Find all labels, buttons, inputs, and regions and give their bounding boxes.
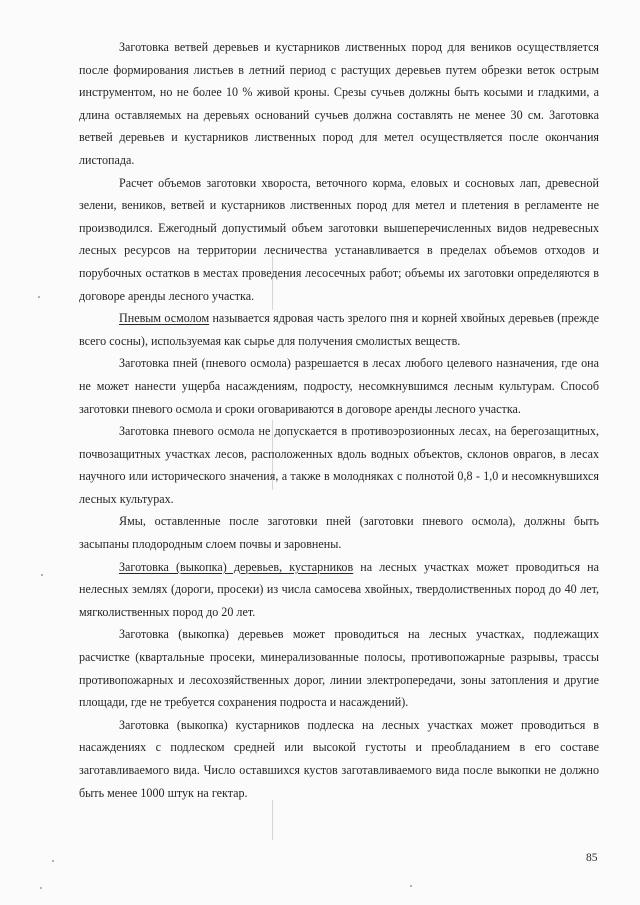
paragraph-digging-trees-clearing [79,623,599,713]
scan-speck [52,860,54,862]
paragraph-text: Заготовка пневого осмола не допускается в противоэрозионных лесах, на берегозащитных, почвозащитных участках лесов, расположенных вдоль водных объектов, склонов оврагов, в лесах научного или исторического значения, а также в молодняках с полнотой 0,8 - 1,0 и несомкнувшихся лесных культурах. [79,424,599,506]
paragraph-digging-trees-shrubs [79,556,599,624]
paragraph-stump-harvest-permission [79,352,599,420]
paragraph-text: Расчет объемов заготовки хвороста, веточного корма, еловых и сосновых лап, древесной зелени, веников, ветвей и кустарников лиственных пород для метел и плетения в регламенте не производился. Ежегодный допустимый объем заготовки вышеперечисленных видов недревесных лесных ресурсов на территории лесничества устанавливается в пределах объемов отходов и порубочных остатков в местах проведения лесосечных работ; объемы их заготовки определяются в договоре аренды лесного участка. [79,175,599,303]
paragraph-digging-undergrowth [79,714,599,804]
paragraph-stump-resin-definition [79,307,599,352]
paragraph-text: Заготовка (выкопка) деревьев может проводиться на лесных участках, подлежащих расчистке (квартальные просеки, минерализованные полосы, противопожарные разрывы, трассы противопожарных и лесохозяйственных дорог, линии электропередачи, зоны затопления и другие площади, где не требуется сохранения подроста и насаждений). [79,627,599,710]
scan-speck [410,885,412,887]
paragraph-brooms [79,36,599,172]
scan-speck [41,574,43,576]
paragraph-text: на лесных участках может проводиться на нелесных землях (дороги, просеки) из числа самосева хвойных, твердолиственных пород до 40 лет, мягколиственных пород до 20 лет. [79,559,599,619]
body-text [79,36,599,804]
scan-artifact-line [272,800,273,840]
scan-speck [38,296,40,298]
paragraph-volume-calculation [79,172,599,308]
underlined-term: Пневым осмолом [119,311,210,326]
paragraph-text: Заготовка пней (пневого осмола) разрешается в лесах любого целевого назначения, где она не может нанести ущерба насаждениям, подросту, несомкнувшимся лесным культурам. Способ заготовки пневого осмола и сроки оговариваются в договоре аренды лесного участка. [79,356,599,416]
paragraph-text: Ямы, оставленные после заготовки пней (заготовки пневого осмола), должны быть засыпаны плодородным слоем почвы и заровнены. [79,514,599,552]
page-number: 85 [586,852,598,864]
paragraph-text: Заготовка ветвей деревьев и кустарников лиственных пород для веников осуществляется после формирования листьев в летний период с растущих деревьев путем обрезки веток острым инструментом, но не более 10 % живой кроны. Срезы сучьев должны быть косыми и гладкими, а длина оставляемых на деревьях оснований сучьев должна составлять не менее 30 см. Заготовка ветвей деревьев и кустарников лиственных пород для метел осуществляется после окончания листопада. [79,40,599,167]
underlined-term: Заготовка (выкопка) деревьев, кустарников [119,559,354,574]
paragraph-text: Заготовка (выкопка) кустарников подлеска на лесных участках может проводиться в насаждениях с подлеском средней или высокой густоты и преобладанием в его составе заготавливаемого вида. Число оставшихся кустов заготавливаемого вида после выкопки не должно быть менее 1000 штук на гектар. [79,717,599,800]
paragraph-stump-harvest-prohibition [79,420,599,510]
scan-speck [40,887,42,889]
paragraph-text: называется ядровая часть зрелого пня и корней хвойных деревьев (прежде всего сосны), используемая как сырье для получения смолистых веществ. [79,311,599,348]
paragraph-pits [79,510,599,555]
